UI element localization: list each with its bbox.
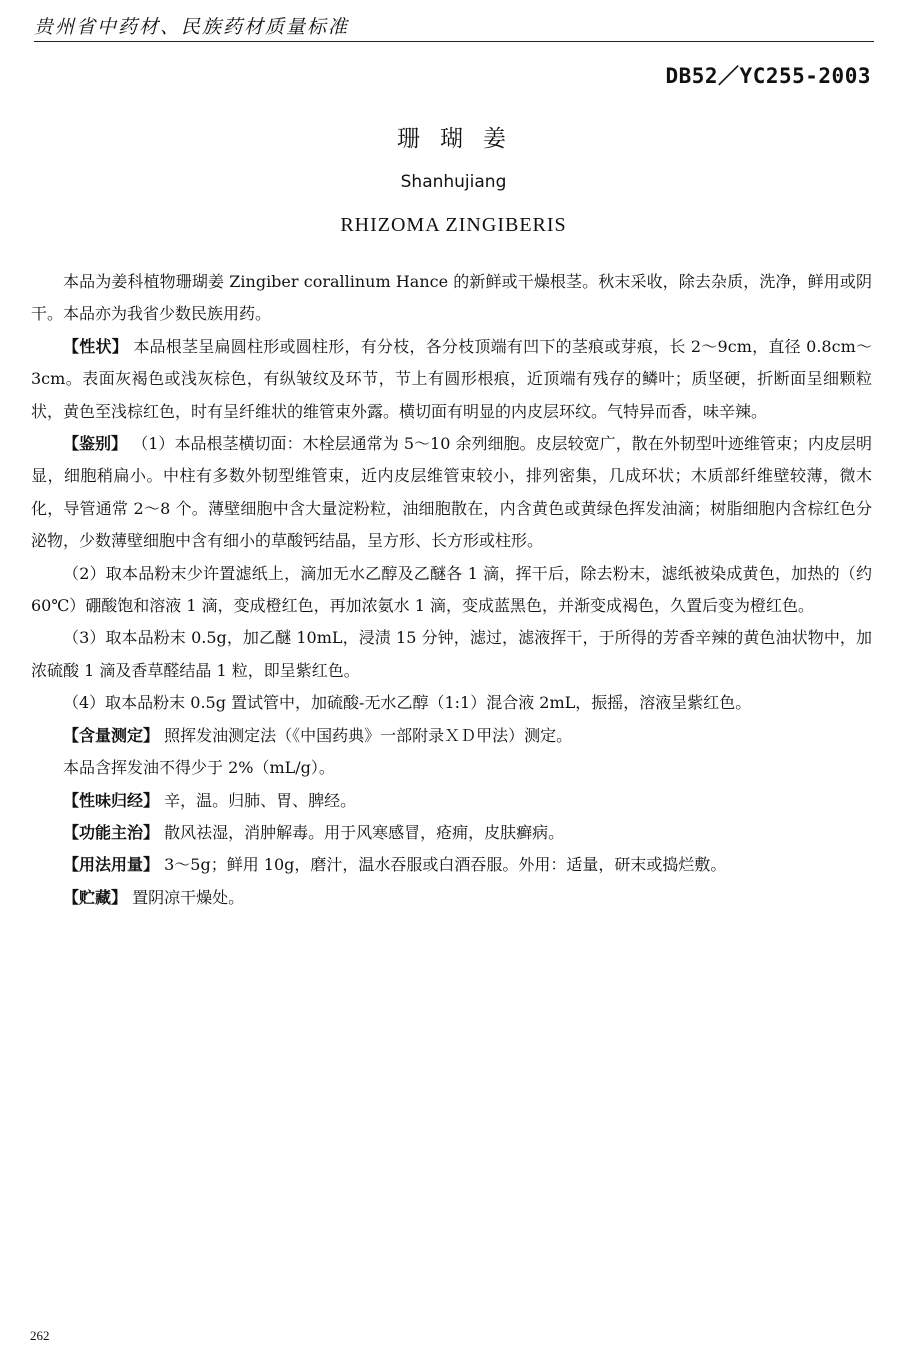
- header-divider: [34, 41, 874, 42]
- assay-paragraph: [31, 720, 872, 752]
- usage-paragraph: [31, 849, 872, 881]
- section-text: 散风祛湿，消肿解毒。用于风寒感冒，疮痈，皮肤癣病。: [159, 822, 565, 842]
- standard-code: DB52／YC255-2003: [665, 64, 871, 88]
- section-heading: 【性味归经】: [63, 790, 160, 810]
- intro-paragraph: 本品为姜科植物珊瑚姜 Zingiber corallinum Hance 的新鲜或干燥根茎。秋末采收，除去杂质，洗净，鲜用或阴干。本品亦为我省少数民族用药。: [31, 272, 872, 324]
- storage-paragraph: [31, 882, 872, 914]
- page-number: 262: [30, 1328, 50, 1343]
- title-chinese: 珊瑚姜: [397, 126, 526, 152]
- section-heading: 【贮藏】: [63, 887, 128, 907]
- section-heading: 【用法用量】: [63, 855, 160, 875]
- nature-paragraph: [31, 785, 872, 817]
- section-text: 置阴凉干燥处。: [127, 887, 245, 907]
- assay-limit: 本品含挥发油不得少于 2%（mL/g）。: [63, 758, 335, 778]
- document-body: [31, 266, 872, 914]
- identification-test-2: （2）取本品粉末少许置滤纸上，滴加无水乙醇及乙醚各 1 滴，挥干后，除去粉末，滤纸被染成黄色，加热的（约 60℃）硼酸饱和溶液 1 滴，变成橙红色，再加浓氨水 1 滴，变成蓝黑色，并渐变成褐色，久置后变为橙红色。: [31, 563, 872, 616]
- section-heading: 【鉴别】: [63, 434, 128, 454]
- section-text: 3～5g；鲜用 10g，磨汁，温水吞服或白酒吞服。外用：适量，研末或捣烂敷。: [159, 855, 727, 875]
- identification-test-3: （3）取本品粉末 0.5g，加乙醚 10mL，浸渍 15 分钟，滤过，滤液挥干，于所得的芳香辛辣的黄色油状物中，加浓硫酸 1 滴及香草醛结晶 1 粒，即呈紫红色。: [31, 628, 872, 680]
- identification-test-4: （4）取本品粉末 0.5g 置试管中，加硫酸-无水乙醇（1:1）混合液 2mL，振摇，溶液呈紫红色。: [63, 693, 752, 713]
- description-paragraph: [31, 331, 872, 428]
- section-heading: 【性状】: [63, 336, 128, 356]
- section-text: 本品根茎呈扁圆柱形或圆柱形，有分枝，各分枝顶端有凹下的茎痕或芽痕，长 2～9cm，直径 0.8cm～3cm。表面灰褐色或浅灰棕色，有纵皱纹及环节，节上有圆形根痕，近顶端有残存的鳞叶；质坚硬，折断面呈细颗粒状，黄色至浅棕红色，时有呈纤维状的维管束外露。横切面有明显的内皮层环纹。气特异而香，味辛辣。: [31, 336, 872, 421]
- section-text: 照挥发油测定法（《中国药典》一部附录ＸＤ甲法）测定。: [159, 725, 573, 745]
- running-header: 贵州省中药材、民族药材质量标准: [34, 16, 350, 38]
- section-text: （1）本品根茎横切面：木栓层通常为 5～10 余列细胞。皮层较宽广，散在外韧型叶迹维管束；内皮层明显，细胞稍扁小。中柱有多数外韧型维管束，近内皮层维管束较小，排列密集，几成环状；木质部纤维壁较薄，微木化，导管通常 2～8 个。薄壁细胞中含大量淀粉粒，油细胞散在，内含黄色或黄绿色挥发油滴；树脂细胞内含棕红色分泌物，少数薄壁细胞中含有细小的草酸钙结晶，呈方形、长方形或柱形。: [31, 434, 872, 551]
- section-heading: 【含量测定】: [63, 725, 160, 745]
- section-heading: 【功能主治】: [63, 822, 160, 842]
- title-pinyin: Shanhujiang: [400, 172, 507, 192]
- title-latin: RHIZOMA ZINGIBERIS: [340, 214, 567, 236]
- section-text: 辛，温。归肺、胃、脾经。: [159, 790, 357, 810]
- identification-paragraph: [31, 428, 872, 558]
- function-paragraph: [31, 817, 872, 849]
